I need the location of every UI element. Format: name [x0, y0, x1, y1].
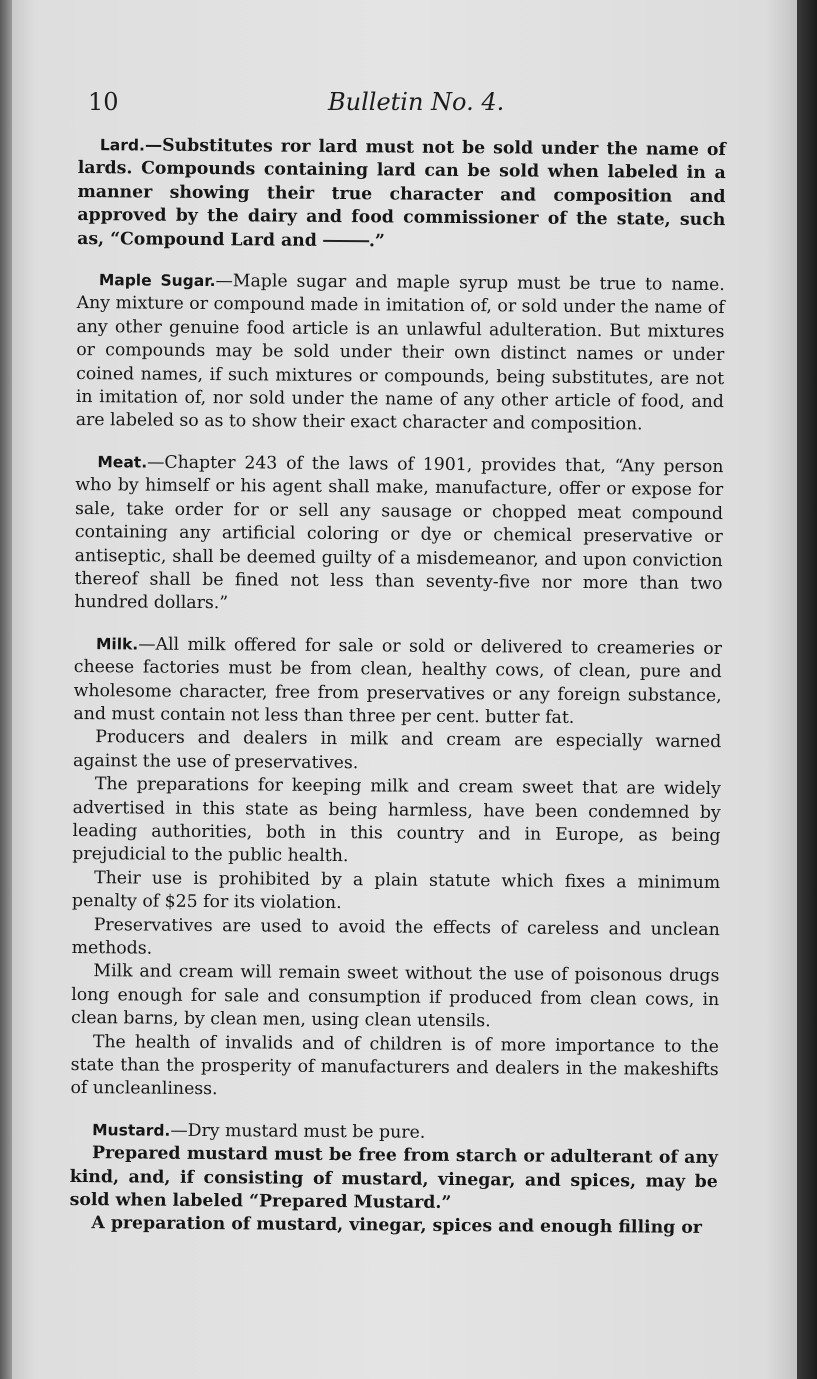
maple-heading: Maple Sugar. [98, 271, 216, 291]
book-spine-shadow [0, 0, 12, 1379]
maple-text: —Maple sugar and maple syrup must be true to name. Any mixture or compound made in imitation of, or sold under the name of any other genuine food article is an unlawful adulteration. But mixtures or compounds may be sold under their own distinct names or under coined names, if such mixtures or compounds, being substitutes, are not in imitation of, nor sold under the name of any other article of food, and are labeled so as to show their exact character and composition. [75, 271, 725, 435]
lard-section [77, 134, 726, 256]
page-header [88, 88, 788, 128]
lard-text-3: .” [368, 230, 385, 252]
page-number: 10 [88, 88, 119, 116]
page-body [69, 134, 726, 1241]
milk-heading: Milk. [95, 634, 139, 654]
maple-section [76, 269, 725, 438]
mustard-paragraph: Prepared mustard must be free from starch or adulterant of any kind, and, if consisting of mustard, vinegar, and spices, may be sold when labeled “Prepared Mustard.” [69, 1143, 719, 1214]
meat-section [74, 451, 723, 620]
milk-section [73, 633, 722, 732]
mustard-text: —Dry mustard must be pure. [170, 1120, 426, 1143]
lard-text-2: Compounds containing lard can be sold when labeled in a manner showing their true character and composition and approved by the dairy and food commissioner of the state, such as, “Compound Lard and [77, 158, 726, 251]
milk-paragraph: Producers and dealers in milk and cream are especially warned against the use of preservatives. [72, 727, 722, 773]
milk-paragraph: The health of invalids and of children is of more importance to the state than the prosperity of manufacturers and dealers in the makeshifts of uncleanliness. [70, 1031, 719, 1100]
milk-paragraph: Preservatives are used to avoid the effects of careless and unclean methods. [71, 914, 720, 959]
lard-heading: Lard. [99, 136, 145, 155]
meat-text: —Chapter 243 of the laws of 1901, provides that, “Any person who by himself or his agent shall make, manufacture, offer or expose for sale, take order for or sell any sausage or chopped meat compound containing any artificial coloring or dye or chemical preservative or antiseptic, shall be deemed guilty of a misdemeanor, and upon conviction thereof shall be fined not less than seventy-five nor more than two hundred dollars.” [74, 452, 724, 614]
lard-text-1: —Substitutes ror lard must not be sold under the name of lards. [77, 135, 726, 179]
blank-line [323, 240, 369, 242]
running-title: Bulletin No. 4. [328, 88, 505, 116]
milk-paragraph: The preparations for keeping milk and cream sweet that are widely advertised in this state as being harmless, have been condemned by leading authorities, both in this country and in Europe, as being prejudicial to the public health. [72, 774, 721, 867]
meat-heading: Meat. [97, 453, 148, 472]
book-edge-shadow [797, 0, 817, 1379]
milk-text: —All milk offered for sale or sold or delivered to creameries or cheese factories must be from clean, healthy cows, of clean, pure and wholesome character, free from preservatives or any foreign substance, and must contain not less than three per cent. butter fat. [73, 634, 723, 728]
mustard-heading: Mustard. [92, 1120, 171, 1140]
milk-paragraph: Their use is prohibited by a plain statute which fixes a minimum penalty of $25 for its violation. [71, 867, 721, 914]
mustard-paragraph: A preparation of mustard, vinegar, spices and enough filling or [91, 1213, 703, 1239]
milk-paragraph: Milk and cream will remain sweet without the use of poisonous drugs long enough for sale and consumption if produced from clean cows, in clean barns, by clean men, using clean utensils. [70, 961, 720, 1032]
